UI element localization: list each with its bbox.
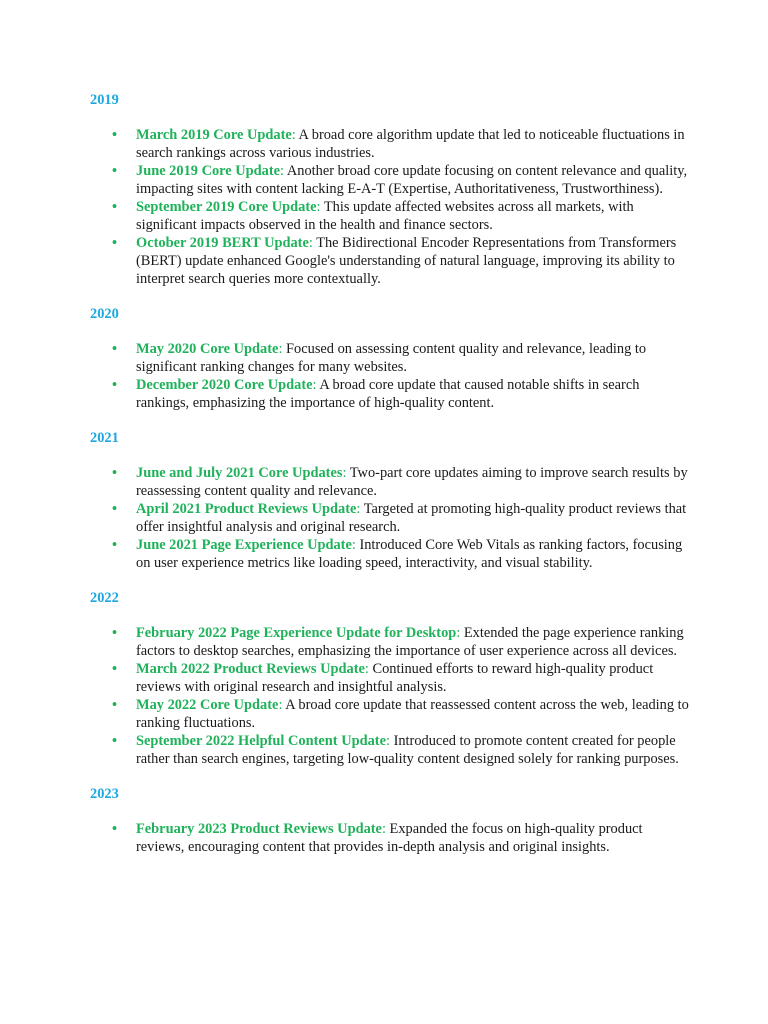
update-description: The Bidirectional Encoder Representations from Transformers (BERT) update enhanced Google's understanding of natural language, improving its ability to interpret search queries more contextually. (136, 235, 677, 287)
update-title: October 2019 BERT Update (136, 235, 309, 251)
bullet-icon: • (112, 661, 118, 677)
bullet-icon: • (112, 377, 118, 393)
title-separator: : (342, 465, 347, 481)
title-separator: : (291, 127, 296, 143)
bullet-icon: • (112, 199, 118, 215)
update-description: Focused on assessing content quality and relevance, leading to significant ranking changes for many websites. (136, 341, 647, 375)
update-title: February 2023 Product Reviews Update (136, 821, 382, 837)
update-list-item (90, 624, 690, 660)
update-title: June 2019 Core Update (136, 163, 281, 179)
update-title: June 2021 Page Experience Update (136, 537, 352, 553)
bullet-icon: • (112, 537, 118, 553)
title-separator: : (381, 821, 386, 837)
bullet-icon: • (112, 163, 118, 179)
title-separator: : (351, 537, 356, 553)
bullet-icon: • (112, 821, 118, 837)
update-title: December 2020 Core Update (136, 377, 313, 393)
update-description: This update affected websites across all markets, with significant impacts observed in the health and finance sectors. (136, 199, 634, 233)
title-separator: : (308, 235, 313, 251)
update-list-item (90, 162, 690, 198)
bullet-icon: • (112, 697, 118, 713)
update-list-item (90, 820, 690, 856)
update-description: Another broad core update focusing on content relevance and quality, impacting sites with content lacking E-A-T (Expertise, Authoritativeness, Trustworthiness). (136, 163, 688, 197)
update-title: February 2022 Page Experience Update for Desktop (136, 625, 457, 641)
bullet-icon: • (112, 501, 118, 517)
bullet-icon: • (112, 733, 118, 749)
year-heading-2019: 2019 (90, 92, 119, 108)
update-description: Targeted at promoting high-quality product reviews that offer insightful analysis and original research. (136, 501, 687, 535)
update-list-2023 (90, 820, 690, 856)
title-separator: : (385, 733, 390, 749)
update-description: Expanded the focus on high-quality product reviews, encouraging content that provides in-depth analysis and original insights. (136, 821, 643, 855)
update-description: Two-part core updates aiming to improve search results by reassessing content quality and relevance. (136, 465, 688, 499)
year-heading-2022: 2022 (90, 590, 119, 606)
update-list-2020 (90, 340, 690, 412)
title-separator: : (278, 341, 283, 357)
year-heading-2020: 2020 (90, 306, 119, 322)
update-description: A broad core update that caused notable shifts in search rankings, emphasizing the importance of high-quality content. (136, 377, 640, 411)
title-separator: : (280, 163, 285, 179)
update-title: September 2022 Helpful Content Update (136, 733, 386, 749)
update-description: A broad core update that reassessed content across the web, leading to ranking fluctuations. (136, 697, 689, 731)
bullet-icon: • (112, 127, 118, 143)
title-separator: : (316, 199, 321, 215)
update-description: A broad core algorithm update that led to noticeable fluctuations in search rankings across various industries. (136, 127, 685, 161)
year-heading-2023: 2023 (90, 786, 119, 802)
update-list-item (90, 464, 690, 500)
update-title: March 2019 Core Update (136, 127, 292, 143)
update-list-item (90, 198, 690, 234)
update-list-2022 (90, 624, 690, 768)
update-description: Introduced Core Web Vitals as ranking factors, focusing on user experience metrics like loading speed, interactivity, and visual stability. (136, 537, 683, 571)
update-description: Continued efforts to reward high-quality product reviews with original research and insightful analysis. (136, 661, 654, 695)
bullet-icon: • (112, 235, 118, 251)
bullet-icon: • (112, 465, 118, 481)
update-title: March 2022 Product Reviews Update (136, 661, 365, 677)
update-list-item (90, 126, 690, 162)
update-list-2021 (90, 464, 690, 572)
update-list-item (90, 732, 690, 768)
update-title: May 2022 Core Update (136, 697, 279, 713)
update-list-item (90, 234, 690, 288)
update-list-item (90, 500, 690, 536)
document-body (90, 91, 690, 873)
update-list-2019 (90, 126, 690, 288)
update-description: Extended the page experience ranking factors to desktop searches, emphasizing the importance of user experience across all devices. (136, 625, 684, 659)
update-description: Introduced to promote content created for people rather than search engines, targeting low-quality content designed solely for ranking purposes. (136, 733, 679, 767)
update-title: May 2020 Core Update (136, 341, 279, 357)
update-title: June and July 2021 Core Updates (136, 465, 343, 481)
update-list-item (90, 340, 690, 376)
update-list-item (90, 660, 690, 696)
year-heading-2021: 2021 (90, 430, 119, 446)
update-title: April 2021 Product Reviews Update (136, 501, 357, 517)
title-separator: : (364, 661, 369, 677)
title-separator: : (278, 697, 283, 713)
update-list-item (90, 696, 690, 732)
update-list-item (90, 376, 690, 412)
bullet-icon: • (112, 625, 118, 641)
title-separator: : (312, 377, 317, 393)
title-separator: : (456, 625, 461, 641)
update-title: September 2019 Core Update (136, 199, 317, 215)
update-list-item (90, 536, 690, 572)
bullet-icon: • (112, 341, 118, 357)
title-separator: : (356, 501, 361, 517)
